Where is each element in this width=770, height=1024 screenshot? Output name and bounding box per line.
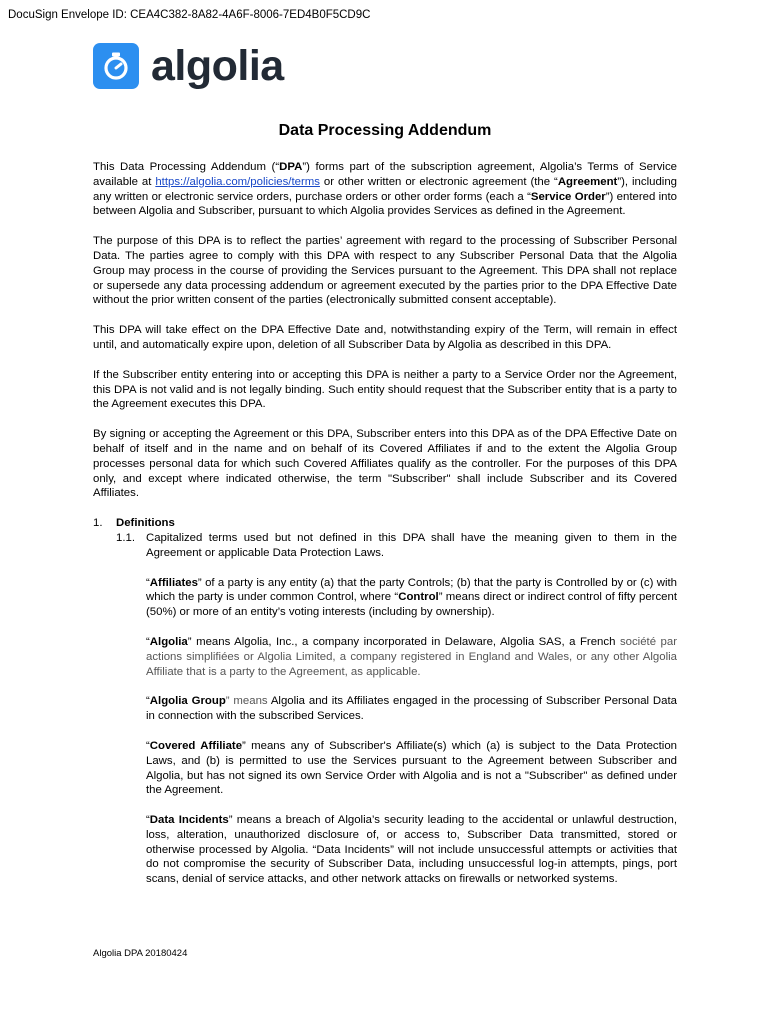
paragraph-purpose: The purpose of this DPA is to reflect the parties’ agreement with regard to the processing of Subscriber Personal Data. The parties agree to comply with this DPA with respect to any Subscriber Personal Data that the Algolia Group may process in the course of providing the Services pursuant to the Agreement. This DPA shall not replace or supersede any data processing addendum or agreement executed by the parties prior to the DPA Effective Date without the prior written consent of the parties (electronically submitted consent acceptable).: [93, 235, 677, 307]
definition-data-incidents: “Data Incidents” means a breach of Algolia’s security leading to the accidental or unlawful destruction, loss, alteration, unauthorized disclosure of, or access to, Subscriber Data transmitted, stored or otherwise processed by Algolia. “Data Incidents” will not include unsuccessful attempts or activities that do not compromise the security of Subscriber Data, including unsuccessful log-in attempts, pings, port scans, denial of service attacks, and other network attacks on firewalls or networked systems.: [146, 814, 678, 886]
definition-covered-affiliate: “Covered Affiliate” means any of Subscriber's Affiliate(s) which (a) is subject to the Data Protection Laws, and (b) is permitted to use the Services pursuant to the Agreement between Subscriber and Algolia, but has not signed its own Service Order with Algolia and is not a "Subscriber" as defined under the Agreement.: [146, 739, 677, 797]
definition-algolia-group: “Algolia Group” means Algolia and its Affiliates engaged in the processing of Subscriber Personal Data in connection with the subscribed Services.: [146, 695, 677, 723]
document-title: Data Processing Addendum: [278, 122, 492, 139]
section-heading-definitions: 1. Definitions: [93, 517, 175, 530]
document-body: [93, 160, 677, 902]
docusign-envelope-id: DocuSign Envelope ID: CEA4C382-8A82-4A6F-8006-7ED4B0F5CD9C: [8, 9, 371, 21]
intro-paragraph: This Data Processing Addendum (“DPA”) forms part of the subscription agreement, Algolia’s Terms of Service available at https://algolia.com/policies/terms or other written or electronic agreement (the “Agreement”), including any written or electronic service orders, purchase orders or other order forms (each a “Service Order”) entered into between Algolia and Subscriber, pursuant to which Algolia provides Services as defined in the Agreement.: [93, 161, 677, 218]
subsection-1-1: 1.1. Capitalized terms used but not defined in this DPA shall have the meaning given to them in the Agreement or applicable Data Protection Laws.: [116, 531, 677, 559]
terms-link[interactable]: https://algolia.com/policies/terms: [155, 175, 320, 188]
brand-name: algolia: [151, 42, 284, 90]
paragraph-effective: This DPA will take effect on the DPA Effective Date and, notwithstanding expiry of the Term, will remain in effect until, and automatically expire upon, deletion of all Subscriber Data by Algolia as described in this DPA.: [93, 324, 677, 351]
stopwatch-icon: [93, 43, 139, 89]
algolia-logo: [93, 43, 284, 89]
paragraph-signing: By signing or accepting the Agreement or this DPA, Subscriber enters into this DPA as of the DPA Effective Date on behalf of itself and in the name and on behalf of its Covered Affiliates if and to the extent the Algolia Group processes personal data for which such Covered Affiliates qualify as the controller. For the purposes of this DPA only, and except where indicated otherwise, the term "Subscriber" shall include Subscriber and its Covered Affiliates.: [93, 428, 677, 500]
definition-algolia: “Algolia” means Algolia, Inc., a company incorporated in Delaware, Algolia SAS, a French société par actions simplifiées or Algolia Limited, a company registered in England and Wales, or any other Algolia Affiliate that is a party to the Agreement, as applicable.: [146, 635, 677, 678]
paragraph-validity: If the Subscriber entity entering into or accepting this DPA is neither a party to a Service Order nor the Agreement, this DPA is not valid and is not legally binding. Such entity should request that the Subscriber entity that is a party to the Agreement executes this DPA.: [93, 368, 677, 411]
definition-affiliates: “Affiliates” of a party is any entity (a) that the party Controls; (b) that the party is Controlled by or (c) with which the party is under common Control, where “Control” means direct or indirect control of fifty percent (50%) or more of an entity’s voting interests (including by ownership).: [146, 576, 677, 619]
footer-version: Algolia DPA 20180424: [93, 948, 188, 959]
